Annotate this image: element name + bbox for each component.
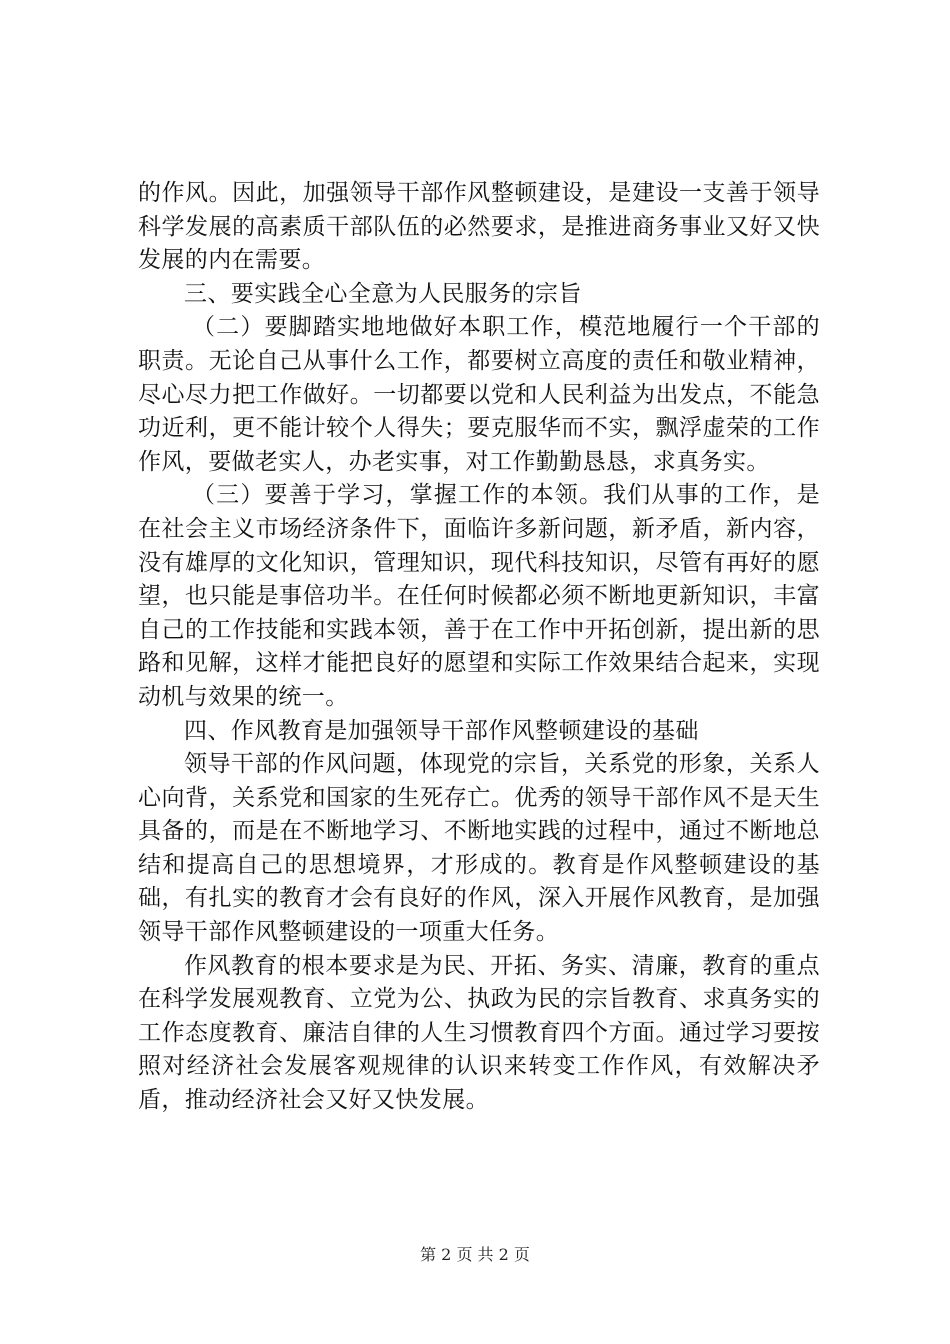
section-heading-4: 四、作风教育是加强领导干部作风整顿建设的基础 [184,717,699,744]
paragraph-item-2: （二）要脚踏实地地做好本职工作，模范地履行一个干部的职责。无论自己从事什么工作，都要树立高度的责任和敬业精神，尽心尽力把工作做好。一切都要以党和人民利益为出发点，不能急功近利，更不能计较个人得失；要克服华而不实，飘浮虚荣的工作作风，要做老实人，办老实事，对工作勤勤恳恳，求真务实。 [138,314,820,475]
paragraph-item-3: （三）要善于学习，掌握工作的本领。我们从事的工作，是在社会主义市场经济条件下，面临许多新问题，新矛盾，新内容，没有雄厚的文化知识，管理知识，现代科技知识，尽管有再好的愿望，也只能是事倍功半。在任何时候都必须不断地更新知识，丰富自己的工作技能和实践本领，善于在工作中开拓创新，提出新的思路和见解，这样才能把良好的愿望和实际工作效果结合起来，实现动机与效果的统一。 [138,482,820,710]
paragraph-body: 作风教育的根本要求是为民、开拓、务实、清廉，教育的重点在科学发展观教育、立党为公、执政为民的宗旨教育、求真务实的工作态度教育、廉洁自律的人生习惯教育四个方面。通过学习要按照对经济社会发展客观规律的认识来转变工作作风，有效解决矛盾，推动经济社会又好又快发展。 [138,952,820,1114]
document-body [138,177,820,1118]
paragraph-continuation: 的作风。因此，加强领导干部作风整顿建设，是建设一支善于领导科学发展的高素质干部队伍的必然要求，是推进商务事业又好又快发展的内在需要。 [138,180,820,274]
page-footer: 第 2 页 共 2 页 [420,1245,530,1264]
section-heading-3: 三、要实践全心全意为人民服务的宗旨 [184,280,582,307]
paragraph-body: 领导干部的作风问题，体现党的宗旨，关系党的形象，关系人心向背，关系党和国家的生死存亡。优秀的领导干部作风不是天生具备的，而是在不断地学习、不断地实践的过程中，通过不断地总结和提高自己的思想境界，才形成的。教育是作风整顿建设的基础，有扎实的教育才会有良好的作风，深入开展作风教育，是加强领导干部作风整顿建设的一项重大任务。 [138,751,820,946]
